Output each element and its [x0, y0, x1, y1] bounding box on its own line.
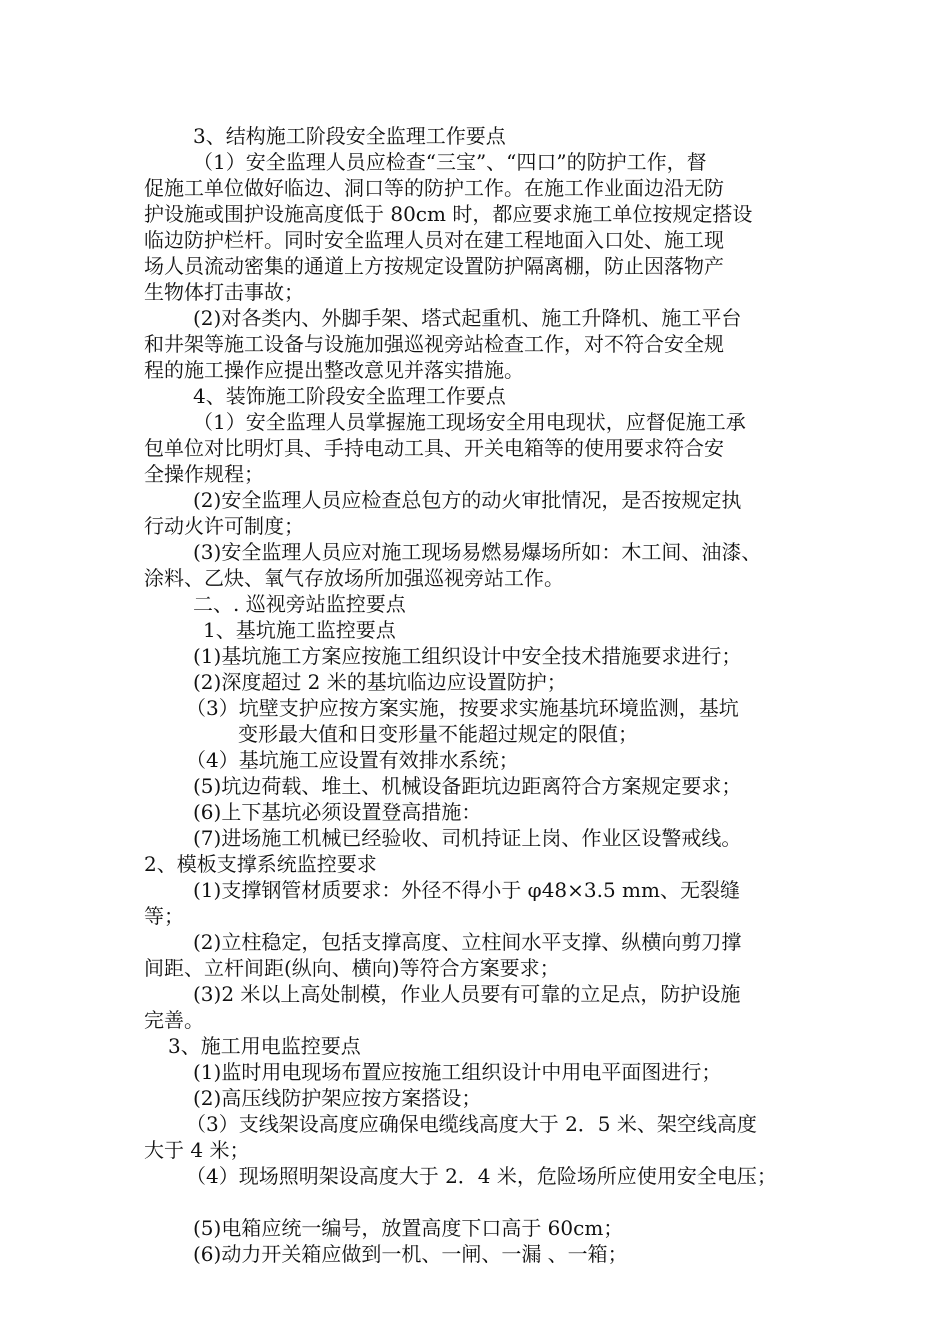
list-item: (2)深度超过 2 米的基坑临边应设置防护； [193, 670, 567, 694]
paragraph-line: (3)安全监理人员应对施工现场易燃易爆场所如：木工间、油漆、 [193, 540, 762, 564]
list-item: （4）基坑施工应设置有效排水系统； [186, 748, 519, 772]
paragraph-line: （1）安全监理人员掌握施工现场安全用电现状，应督促施工承 [193, 410, 746, 434]
list-item: （4）现场照明架设高度大于 2．4 米，危险场所应使用安全电压； [186, 1164, 777, 1188]
paragraph-line: （1）安全监理人员应检查“三宝”、“四口”的防护工作，督 [193, 150, 707, 174]
paragraph-line: 生物体打击事故； [144, 280, 304, 304]
list-item: (1)支撑钢管材质要求：外径不得小于 φ48×3.5 mm、无裂缝 [193, 878, 740, 902]
list-item: 等； [144, 904, 184, 928]
list-item: (3)2 米以上高处制模，作业人员要有可靠的立足点，防护设施 [193, 982, 741, 1006]
paragraph-line: 促施工单位做好临边、洞口等的防护工作。在施工作业面边沿无防 [144, 176, 724, 200]
paragraph-line: 行动火许可制度； [144, 514, 304, 538]
paragraph-line: 程的施工操作应提出整改意见并落实措施。 [144, 358, 524, 382]
list-item: (7)进场施工机械已经验收、司机持证上岗、作业区设警戒线。 [193, 826, 742, 850]
section-heading: 二、. 巡视旁站监控要点 [193, 592, 406, 616]
paragraph-line: (2)安全监理人员应检查总包方的动火审批情况，是否按规定执 [193, 488, 742, 512]
paragraph-line: 临边防护栏杆。同时安全监理人员对在建工程地面入口处、施工现 [144, 228, 724, 252]
paragraph-line: 包单位对比明灯具、手持电动工具、开关电箱等的使用要求符合安 [144, 436, 724, 460]
list-item: 间距、立杆间距(纵向、横向)等符合方案要求； [144, 956, 560, 980]
list-item: （3）支线架设高度应确保电缆线高度大于 2．5 米、架空线高度 [186, 1112, 757, 1136]
list-item: (2)高压线防护架应按方案搭设； [193, 1086, 482, 1110]
list-item: (1)监时用电现场布置应按施工组织设计中用电平面图进行； [193, 1060, 722, 1084]
list-item: (6)动力开关箱应做到一机、一闸、一漏 、一箱； [193, 1242, 628, 1266]
section-heading: 3、结构施工阶段安全监理工作要点 [193, 124, 506, 148]
section-heading: 4、装饰施工阶段安全监理工作要点 [193, 384, 506, 408]
paragraph-line: 护设施或围护设施高度低于 80cm 时，都应要求施工单位按规定搭设 [144, 202, 753, 226]
paragraph-line: 场人员流动密集的通道上方按规定设置防护隔离棚，防止因落物产 [144, 254, 724, 278]
section-heading: 2、模板支撑系统监控要求 [144, 852, 377, 876]
list-item: (6)上下基坑必须设置登高措施： [193, 800, 482, 824]
paragraph-line: 涂料、乙炔、氧气存放场所加强巡视旁站工作。 [144, 566, 564, 590]
list-item: (5)坑边荷载、堆土、机械设备距坑边距离符合方案规定要求； [193, 774, 742, 798]
paragraph-line: 全操作规程； [144, 462, 264, 486]
section-heading: 3、施工用电监控要点 [168, 1034, 361, 1058]
list-item: (2)立柱稳定，包括支撑高度、立柱间水平支撑、纵横向剪刀撑 [193, 930, 742, 954]
list-item: (5)电箱应统一编号，放置高度下口高于 60cm； [193, 1216, 624, 1240]
list-item: 大于 4 米； [144, 1138, 250, 1162]
list-item: (1)基坑施工方案应按施工组织设计中安全技术措施要求进行； [193, 644, 742, 668]
paragraph-line: (2)对各类内、外脚手架、塔式起重机、施工升降机、施工平台 [193, 306, 742, 330]
list-item: 完善。 [144, 1008, 204, 1032]
paragraph-line: 和井架等施工设备与设施加强巡视旁站检查工作，对不符合安全规 [144, 332, 724, 356]
list-item: 变形最大值和日变形量不能超过规定的限值； [238, 722, 638, 746]
list-item: （3）坑壁支护应按方案实施，按要求实施基坑环境监测，基坑 [186, 696, 739, 720]
section-heading: 1、基坑施工监控要点 [203, 618, 396, 642]
